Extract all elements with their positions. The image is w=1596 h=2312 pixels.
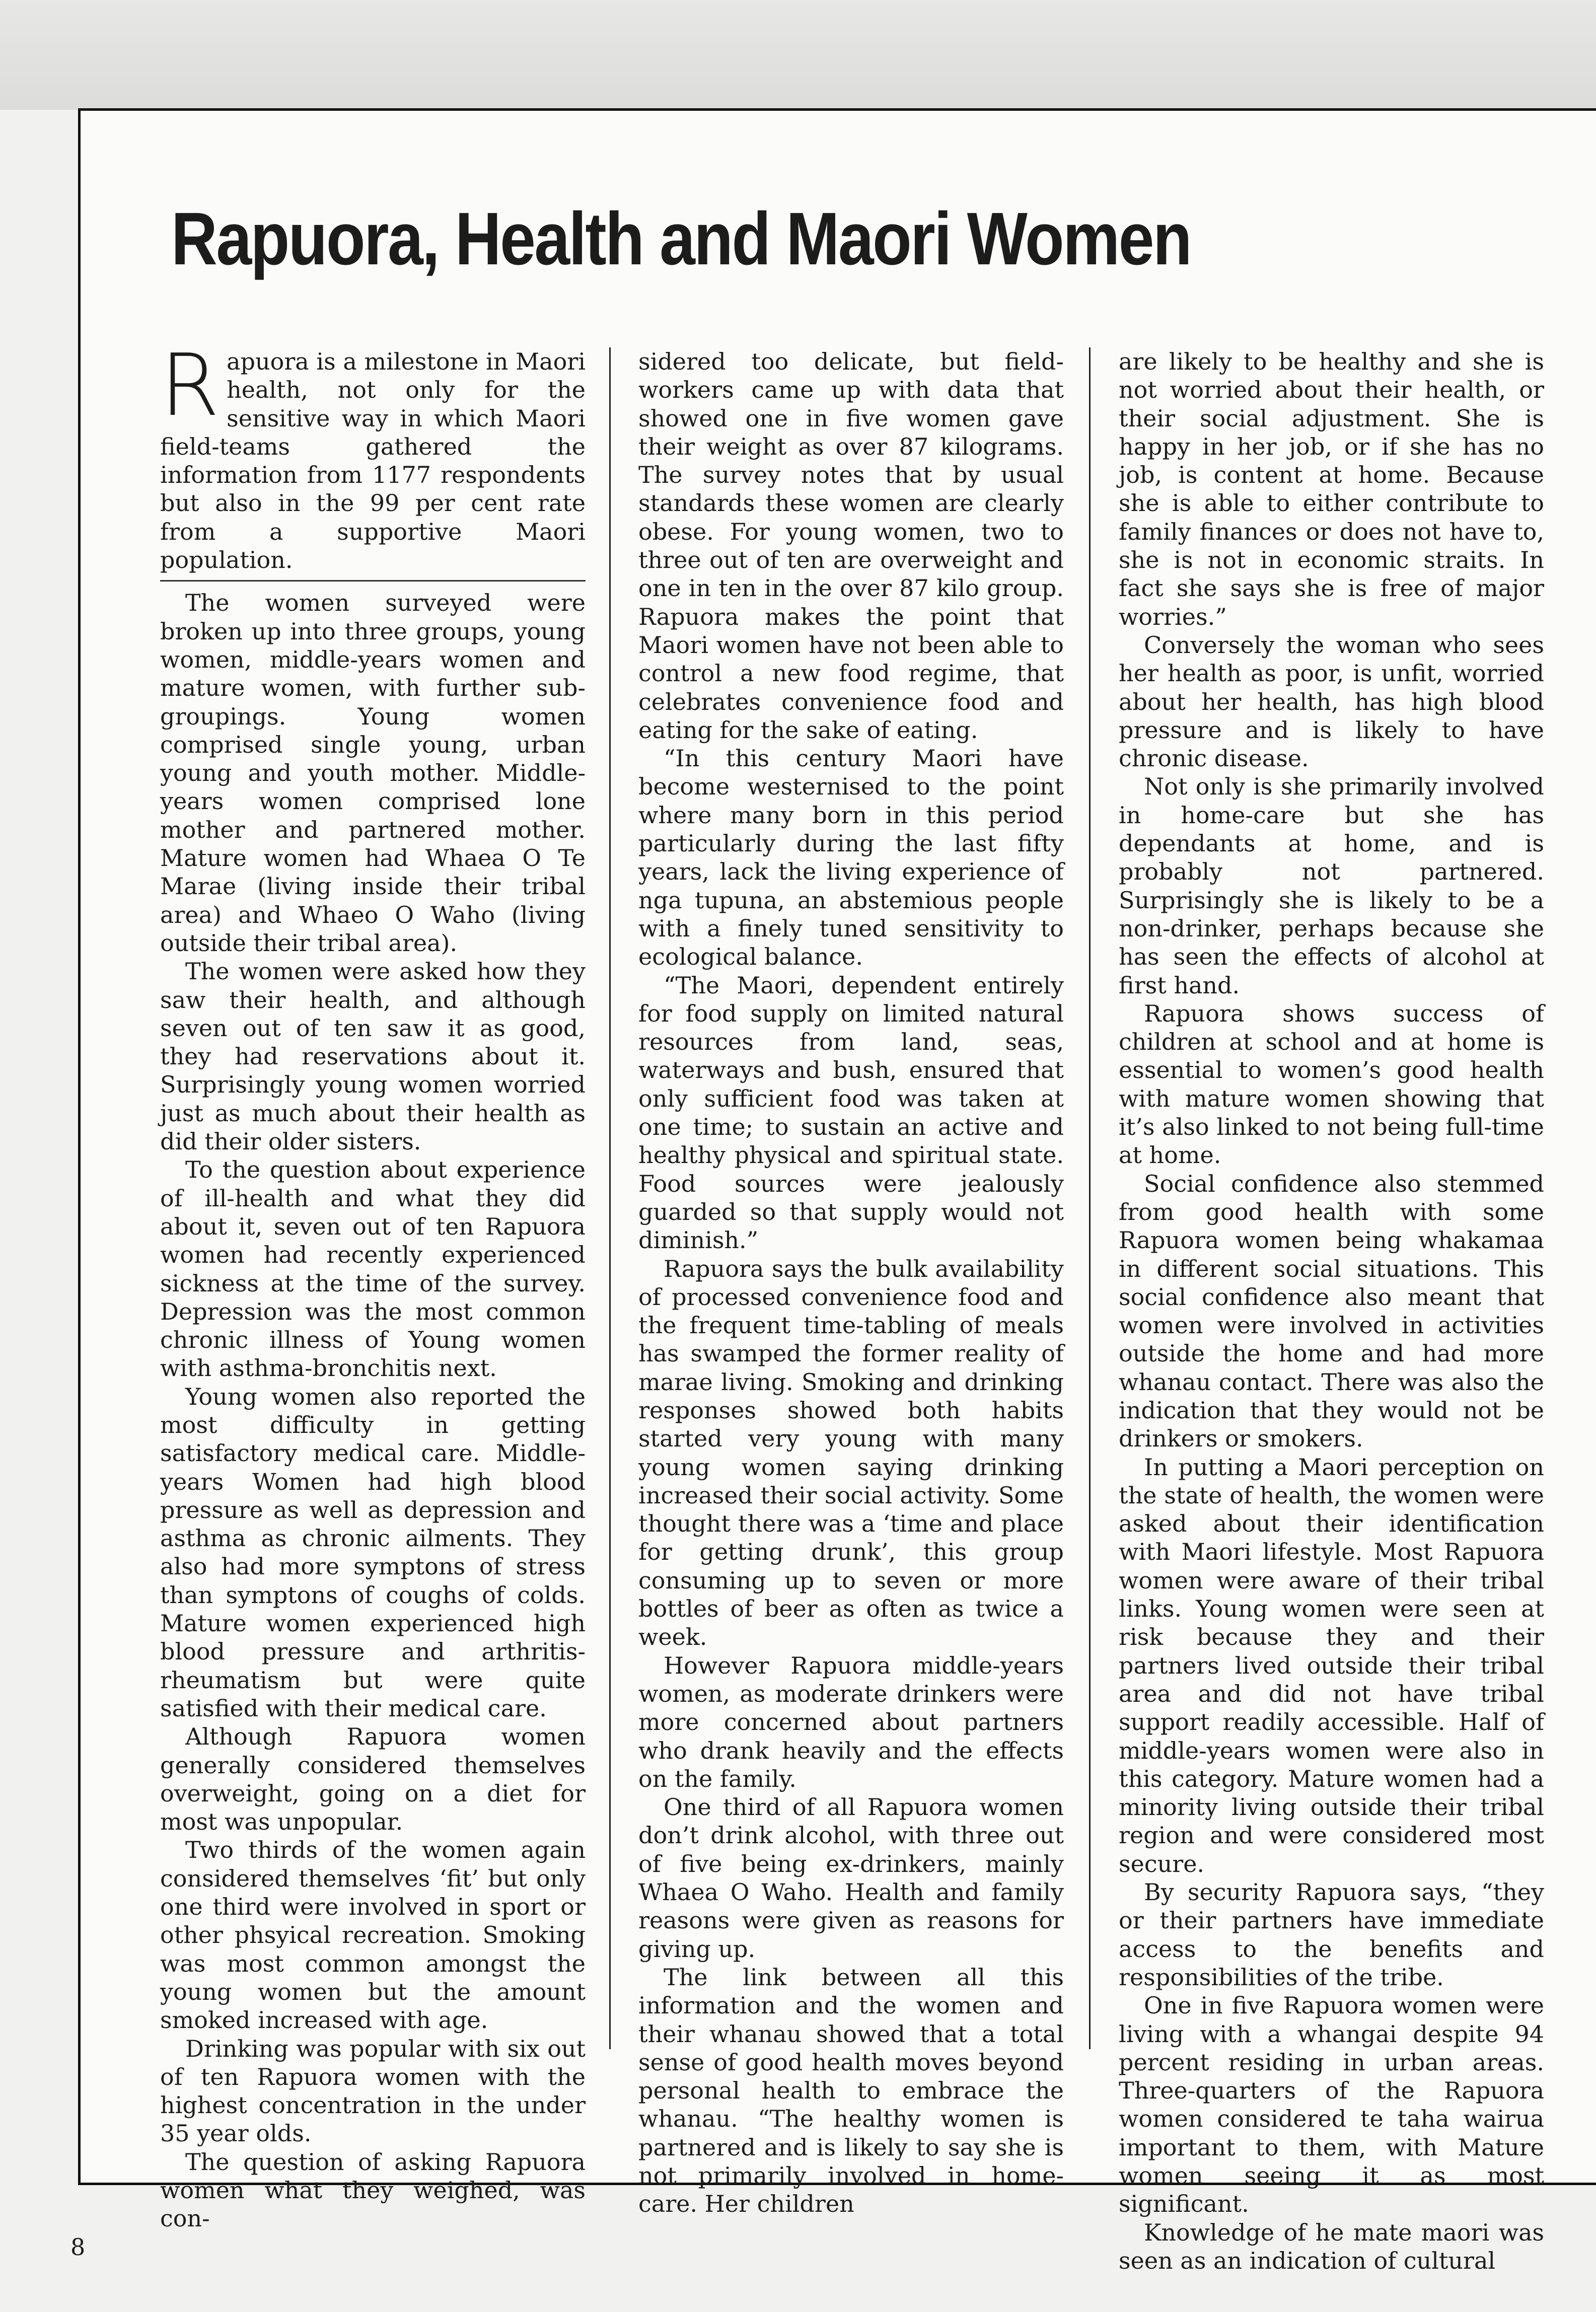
drop-cap: R <box>160 336 220 436</box>
top-photo-band <box>0 0 1596 110</box>
column-1 <box>160 336 586 2233</box>
paragraph: are likely to be healthy and she is not worried about their health, or their social adjustment. She is happy in her job, or if she has no job, is content at home. Because she is able to either contribute to family finances or does not have to, she is not in economic straits. In fact she says she is free of major worries.” <box>1119 348 1544 630</box>
paragraph: One third of all Rapuora women don’t drink alcohol, with three out of five being ex-drinkers, mainly Whaea O Waho. Health and family reasons were given as reasons for giving up. <box>638 1793 1064 1963</box>
paragraph: The women were asked how they saw their health, and although seven out of ten saw it as good, they had reservations about it. Surprisingly young women worried just as much about their health as did their older sisters. <box>160 958 586 1155</box>
column-3 <box>1119 347 1544 2275</box>
paragraph: sidered too delicate, but field-workers came up with data that showed one in five women gave their weight as over 87 kilograms. The survey notes that by usual standards these women are clearly obese. For young women, two to three out of ten are overweight and one in ten in the over 87 kilo group. Rapuora makes the point that Maori women have not been able to control a new food regime, that celebrates convenience food and eating for the sake of eating. <box>638 348 1064 744</box>
paragraph: Social confidence also stemmed from good health with some Rapuora women being whakamaa in different social situations. This social confidence also meant that women were involved in activities outside the home and had more whanau contact. There was also the indication that they would not be drinkers or smokers. <box>1119 1170 1544 1453</box>
paragraph: Young women also reported the most difficulty in getting satisfactory medical care. Middle-years Women had high blood pressure as well as depression and asthma as chronic ailments. They also had more symptons of stress than symptons of coughs of colds. Mature women experienced high blood pressure and arthritis-rheumatism but were quite satisfied with their medical care. <box>160 1383 586 1722</box>
paragraph: However Rapuora middle-years women, as moderate drinkers were more concerned about partners who drank heavily and the effects on the family. <box>638 1651 1064 1792</box>
lead-text: apuora is a milestone in Maori health, not only for the sensitive way in which Maori field-teams gathered the information from 1177 respondents but also in the 99 per cent rate from a supportive Maori population. <box>160 348 586 574</box>
paragraph: Knowledge of he mate maori was seen as an indication of cultural <box>1119 2218 1544 2274</box>
paragraph: Two thirds of the women again considered themselves ‘fit’ but only one third were involved in sport or other phsyical recreation. Smoking was most common amongst the young women but the amount smoked increased with age. <box>160 1836 586 2034</box>
paragraph: In putting a Maori perception on the state of health, the women were asked about their identification with Maori lifestyle. Most Rapuora women were aware of their tribal links. Young women were seen at risk because they and their partners lived outside their tribal area and did not have tribal support readily accessible. Half of middle-years women were also in this category. Mature women had a minority living outside their tribal region and were considered most secure. <box>1119 1453 1544 1877</box>
paragraph: Although Rapuora women generally considered themselves overweight, going on a diet for most was unpopular. <box>160 1723 586 1836</box>
page-number: 8 <box>70 2233 86 2261</box>
column-rule <box>609 347 611 2049</box>
paragraph: One in five Rapuora women were living with a whangai despite 94 percent residing in urban areas. Three-quarters of the Rapuora women considered te taha wairua important to them, with Mature women seeing it as most significant. <box>1119 1992 1544 2218</box>
paragraph: “In this century Maori have become westernised to the point where many born in this period particularly during the last fifty years, lack the living experience of nga tupuna, an abstemious people with a finely tuned sensitivity to ecological balance. <box>638 745 1064 971</box>
paragraph: To the question about experience of ill-health and what they did about it, seven out of ten Rapuora women had recently experienced sickness at the time of the survey. Depression was the most common chronic illness of Young women with asthma-bronchitis next. <box>160 1156 586 1382</box>
paragraph: “The Maori, dependent entirely for food supply on limited natural resources from land, seas, waterways and bush, ensured that only sufficient food was taken at one time; to sustain an active and healthy physical and spiritual state. Food sources were jealously guarded so that supply would not diminish.” <box>638 971 1064 1254</box>
paragraph: By security Rapuora says, “they or their partners have immediate access to the benefits and responsibilities of the tribe. <box>1119 1878 1544 1991</box>
column-2 <box>638 347 1064 2218</box>
article-title: Rapuora, Health and Maori Women <box>171 197 1191 280</box>
lead-paragraph <box>160 336 586 582</box>
paragraph: The link between all this information and the women and their whanau showed that a total sense of good health moves beyond personal health to embrace the whanau. “The healthy women is partnered and is likely to say she is not primarily involved in home-care. Her children <box>638 1963 1064 2218</box>
paragraph: Not only is she primarily involved in home-care but she has dependants at home, and is probably not partnered. Surprisingly she is likely to be a non-drinker, perhaps because she has seen the effects of alcohol at first hand. <box>1119 773 1544 999</box>
paragraph: Conversely the woman who sees her health as poor, is unfit, worried about her health, has high blood pressure and is likely to have chronic disease. <box>1119 631 1544 772</box>
column-rule <box>1089 347 1091 2049</box>
paragraph: Drinking was popular with six out of ten Rapuora women with the highest concentration in the under 35 year olds. <box>160 2035 586 2147</box>
paragraph: Rapuora says the bulk availability of processed convenience food and the frequent time-tabling of meals has swamped the former reality of marae living. Smoking and drinking responses showed both habits started very young with many young women saying drinking increased their social activity. Some thought there was a ‘time and place for getting drunk’, this group consuming up to seven or more bottles of beer as often as twice a week. <box>638 1255 1064 1651</box>
paragraph: Rapuora shows success of children at school and at home is essential to women’s good health with mature women showing that it’s also linked to not being full-time at home. <box>1119 999 1544 1169</box>
paragraph: The question of asking Rapuora women what they weighed, was con- <box>160 2148 586 2232</box>
paragraph: The women surveyed were broken up into three groups, young women, middle-years women and mature women, with further sub-groupings. Young women comprised single young, urban young and youth mother. Middle-years women comprised lone mother and partnered mother. Mature women had Whaea O Te Marae (living inside their tribal area) and Whaeo O Waho (living outside their tribal area). <box>160 589 586 957</box>
